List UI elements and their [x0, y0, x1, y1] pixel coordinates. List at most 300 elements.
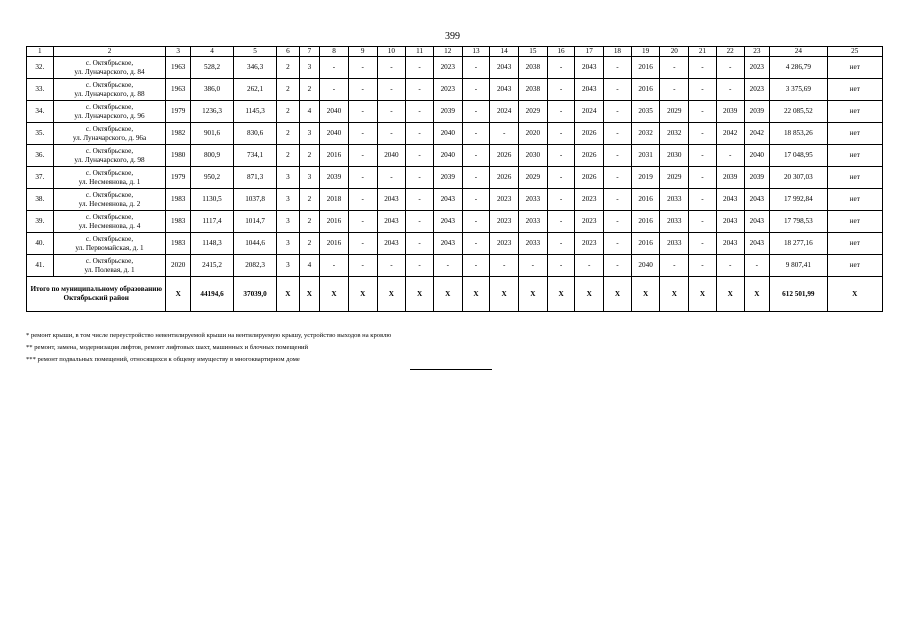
cell-col-6: 3 — [277, 211, 300, 233]
cell-col-9: - — [348, 123, 377, 145]
cell-col-23: 2039 — [744, 101, 770, 123]
table-row — [27, 211, 883, 233]
column-header: 15 — [519, 47, 548, 57]
cell-col-12: 2040 — [433, 123, 462, 145]
cell-col-12: - — [433, 255, 462, 277]
cell-col-19: 2031 — [631, 145, 660, 167]
cell-col-11: - — [406, 79, 434, 101]
cell-col-6: 2 — [277, 57, 300, 79]
cell-col-21: - — [689, 101, 717, 123]
cell-col-12: 2023 — [433, 57, 462, 79]
cell-col-24: 4 286,79 — [770, 57, 827, 79]
cell-col-14: 2023 — [490, 233, 519, 255]
cell-col-18: - — [604, 79, 632, 101]
cell-col-8: - — [320, 57, 349, 79]
address-street: ул. Луначарского, д. 98 — [74, 155, 145, 164]
cell-col-11: - — [406, 145, 434, 167]
cell-col-5: 734,1 — [234, 145, 277, 167]
cell-col-25: нет — [827, 167, 882, 189]
table-row — [27, 167, 883, 189]
column-header: 4 — [191, 47, 234, 57]
cell-col-3: 2020 — [166, 255, 191, 277]
cell-col-22: 2042 — [716, 123, 744, 145]
cell-col-25: нет — [827, 79, 882, 101]
address-cell — [53, 167, 166, 189]
table-row — [27, 255, 883, 277]
table-row — [27, 233, 883, 255]
cell-col-8: 2018 — [320, 189, 349, 211]
column-header: 13 — [462, 47, 490, 57]
cell-col-6: 2 — [277, 123, 300, 145]
cell-col-12: 2040 — [433, 145, 462, 167]
cell-col-19: 2035 — [631, 101, 660, 123]
cell-col-24: 20 307,03 — [770, 167, 827, 189]
cell-col-7: 2 — [299, 79, 320, 101]
cell-col-8: 2040 — [320, 101, 349, 123]
table-row — [27, 57, 883, 79]
cell-col-9: - — [348, 145, 377, 167]
cell-col-6: 3 — [277, 189, 300, 211]
cell-col-4: 528,2 — [191, 57, 234, 79]
cell-col-10: 2043 — [377, 233, 406, 255]
cell-col-6: 2 — [277, 145, 300, 167]
cell-col-8: 2039 — [320, 167, 349, 189]
cell-col-5: 830,6 — [234, 123, 277, 145]
column-header: 19 — [631, 47, 660, 57]
cell-col-21: - — [689, 57, 717, 79]
cell-col-10: - — [377, 123, 406, 145]
cell-col-14: 2023 — [490, 211, 519, 233]
address-cell — [53, 123, 166, 145]
column-header: 21 — [689, 47, 717, 57]
cell-col-4: 1236,3 — [191, 101, 234, 123]
cell-col-18: - — [604, 233, 632, 255]
cell-col-3: 1980 — [166, 145, 191, 167]
cell-col-10: - — [377, 167, 406, 189]
cell-col-11: - — [406, 255, 434, 277]
cell-col-24: 18 853,26 — [770, 123, 827, 145]
total-row — [27, 277, 883, 312]
cell-col-24: 17 992,84 — [770, 189, 827, 211]
address-locality: с. Октябрьское, — [85, 59, 134, 68]
address-locality: с. Октябрьское, — [85, 257, 134, 266]
cell-col-25: нет — [827, 255, 882, 277]
cell-col-23: 2043 — [744, 211, 770, 233]
cell-col-13: - — [462, 101, 490, 123]
cell-col-5: 871,3 — [234, 167, 277, 189]
table-row — [27, 79, 883, 101]
cell-col-21: - — [689, 79, 717, 101]
cell-col-19: 2016 — [631, 211, 660, 233]
cell-col-7: 3 — [299, 167, 320, 189]
cell-col-7: 4 — [299, 101, 320, 123]
cell-col-15: 2029 — [519, 167, 548, 189]
cell-col-10: 2040 — [377, 145, 406, 167]
cell-col-13: - — [462, 167, 490, 189]
cell-col-7: 3 — [299, 57, 320, 79]
cell-col-11: - — [406, 57, 434, 79]
total-cell-col-4: 44194,6 — [191, 277, 234, 312]
cell-col-23: 2043 — [744, 233, 770, 255]
cell-col-25: нет — [827, 57, 882, 79]
row-number: 34. — [27, 101, 54, 123]
column-header: 8 — [320, 47, 349, 57]
total-cell-col-20: X — [660, 277, 689, 312]
cell-col-15: 2029 — [519, 101, 548, 123]
total-cell-col-13: X — [462, 277, 490, 312]
cell-col-18: - — [604, 57, 632, 79]
cell-col-6: 3 — [277, 233, 300, 255]
cell-col-12: 2023 — [433, 79, 462, 101]
address-locality: с. Октябрьское, — [85, 147, 134, 156]
address-cell — [53, 57, 166, 79]
cell-col-23: 2023 — [744, 57, 770, 79]
cell-col-4: 386,0 — [191, 79, 234, 101]
cell-col-18: - — [604, 145, 632, 167]
total-cell-col-12: X — [433, 277, 462, 312]
cell-col-20: 2033 — [660, 233, 689, 255]
table-row — [27, 145, 883, 167]
cell-col-22: - — [716, 255, 744, 277]
cell-col-16: - — [547, 79, 575, 101]
cell-col-21: - — [689, 255, 717, 277]
cell-col-23: - — [744, 255, 770, 277]
cell-col-23: 2040 — [744, 145, 770, 167]
cell-col-6: 3 — [277, 167, 300, 189]
column-header: 24 — [770, 47, 827, 57]
address-locality: с. Октябрьское, — [85, 103, 134, 112]
cell-col-21: - — [689, 167, 717, 189]
total-cell-col-16: X — [547, 277, 575, 312]
cell-col-15: 2030 — [519, 145, 548, 167]
cell-col-23: 2043 — [744, 189, 770, 211]
cell-col-8: 2016 — [320, 211, 349, 233]
address-cell — [53, 255, 166, 277]
total-cell-col-10: X — [377, 277, 406, 312]
cell-col-7: 2 — [299, 233, 320, 255]
cell-col-13: - — [462, 123, 490, 145]
cell-col-9: - — [348, 57, 377, 79]
table-row — [27, 189, 883, 211]
cell-col-7: 2 — [299, 145, 320, 167]
cell-col-10: - — [377, 101, 406, 123]
column-header: 23 — [744, 47, 770, 57]
footnote-roof: * ремонт крыши, в том числе переустройство невентилируемой крыши на вентилируемую крышу, устройство выходов на кровлю — [26, 332, 392, 339]
total-cell-col-17: X — [575, 277, 604, 312]
address-locality: с. Октябрьское, — [85, 191, 134, 200]
separator-line — [410, 369, 492, 370]
cell-col-16: - — [547, 57, 575, 79]
total-cell-col-23: X — [744, 277, 770, 312]
cell-col-7: 3 — [299, 123, 320, 145]
total-cell-col-7: X — [299, 277, 320, 312]
cell-col-19: 2032 — [631, 123, 660, 145]
cell-col-5: 1037,8 — [234, 189, 277, 211]
cell-col-12: 2039 — [433, 167, 462, 189]
cell-col-19: 2016 — [631, 233, 660, 255]
cell-col-15: 2038 — [519, 79, 548, 101]
total-cell-col-24: 612 501,99 — [770, 277, 827, 312]
cell-col-21: - — [689, 189, 717, 211]
cell-col-17: - — [575, 255, 604, 277]
total-cell-col-21: X — [689, 277, 717, 312]
cell-col-19: 2019 — [631, 167, 660, 189]
cell-col-21: - — [689, 233, 717, 255]
cell-col-3: 1963 — [166, 79, 191, 101]
column-header: 5 — [234, 47, 277, 57]
cell-col-20: 2030 — [660, 145, 689, 167]
cell-col-23: 2039 — [744, 167, 770, 189]
total-cell-col-22: X — [716, 277, 744, 312]
cell-col-10: - — [377, 57, 406, 79]
total-cell-col-8: X — [320, 277, 349, 312]
cell-col-24: 22 085,52 — [770, 101, 827, 123]
cell-col-4: 1148,3 — [191, 233, 234, 255]
cell-col-20: - — [660, 79, 689, 101]
cell-col-9: - — [348, 211, 377, 233]
cell-col-10: - — [377, 79, 406, 101]
cell-col-16: - — [547, 189, 575, 211]
cell-col-24: 17 798,53 — [770, 211, 827, 233]
cell-col-10: 2043 — [377, 211, 406, 233]
total-cell-col-19: X — [631, 277, 660, 312]
cell-col-12: 2043 — [433, 233, 462, 255]
cell-col-16: - — [547, 167, 575, 189]
cell-col-25: нет — [827, 211, 882, 233]
cell-col-17: 2043 — [575, 57, 604, 79]
cell-col-14: 2043 — [490, 79, 519, 101]
cell-col-9: - — [348, 101, 377, 123]
cell-col-22: 2043 — [716, 233, 744, 255]
cell-col-16: - — [547, 123, 575, 145]
cell-col-13: - — [462, 233, 490, 255]
cell-col-18: - — [604, 123, 632, 145]
address-street: ул. Луначарского, д. 96а — [72, 133, 147, 142]
row-number: 37. — [27, 167, 54, 189]
cell-col-13: - — [462, 189, 490, 211]
row-number: 33. — [27, 79, 54, 101]
address-locality: с. Октябрьское, — [85, 213, 134, 222]
total-label: Итого по муниципальному образованию Октябрьский район — [27, 277, 166, 312]
cell-col-19: 2040 — [631, 255, 660, 277]
footnote-basement: *** ремонт подвальных помещений, относящихся к общему имуществу в многоквартирном доме — [26, 356, 300, 363]
row-number: 36. — [27, 145, 54, 167]
cell-col-23: 2042 — [744, 123, 770, 145]
total-cell-col-14: X — [490, 277, 519, 312]
column-header: 12 — [433, 47, 462, 57]
cell-col-14: 2023 — [490, 189, 519, 211]
column-header: 16 — [547, 47, 575, 57]
cell-col-19: 2016 — [631, 189, 660, 211]
cell-col-15: - — [519, 255, 548, 277]
cell-col-17: 2023 — [575, 211, 604, 233]
cell-col-24: 9 807,41 — [770, 255, 827, 277]
column-header: 6 — [277, 47, 300, 57]
cell-col-21: - — [689, 145, 717, 167]
cell-col-8: 2016 — [320, 233, 349, 255]
address-street: ул. Несмеянова, д. 4 — [78, 221, 141, 230]
cell-col-3: 1983 — [166, 189, 191, 211]
address-locality: с. Октябрьское, — [85, 169, 134, 178]
cell-col-3: 1982 — [166, 123, 191, 145]
address-street: ул. Несмеянова, д. 2 — [78, 199, 141, 208]
cell-col-11: - — [406, 189, 434, 211]
column-header: 17 — [575, 47, 604, 57]
cell-col-7: 2 — [299, 189, 320, 211]
address-street: ул. Первомайская, д. 1 — [75, 243, 144, 252]
cell-col-25: нет — [827, 233, 882, 255]
cell-col-5: 346,3 — [234, 57, 277, 79]
column-header: 3 — [166, 47, 191, 57]
address-street: ул. Луначарского, д. 88 — [74, 89, 145, 98]
cell-col-3: 1983 — [166, 211, 191, 233]
cell-col-9: - — [348, 79, 377, 101]
address-cell — [53, 145, 166, 167]
cell-col-16: - — [547, 255, 575, 277]
column-header: 14 — [490, 47, 519, 57]
cell-col-10: 2043 — [377, 189, 406, 211]
cell-col-13: - — [462, 79, 490, 101]
total-cell-col-15: X — [519, 277, 548, 312]
column-header: 10 — [377, 47, 406, 57]
cell-col-23: 2023 — [744, 79, 770, 101]
cell-col-15: 2020 — [519, 123, 548, 145]
table-row — [27, 123, 883, 145]
total-cell-col-11: X — [406, 277, 434, 312]
address-locality: с. Октябрьское, — [85, 125, 134, 134]
cell-col-20: - — [660, 57, 689, 79]
cell-col-17: 2043 — [575, 79, 604, 101]
cell-col-20: 2033 — [660, 211, 689, 233]
cell-col-3: 1983 — [166, 233, 191, 255]
cell-col-5: 1145,3 — [234, 101, 277, 123]
total-cell-col-5: 37039,0 — [234, 277, 277, 312]
column-header: 18 — [604, 47, 632, 57]
address-locality: с. Октябрьское, — [85, 235, 134, 244]
cell-col-14: 2043 — [490, 57, 519, 79]
cell-col-3: 1979 — [166, 101, 191, 123]
address-street: ул. Луначарского, д. 96 — [74, 111, 145, 120]
cell-col-6: 3 — [277, 255, 300, 277]
repair-schedule-table — [26, 46, 883, 312]
address-cell — [53, 189, 166, 211]
row-number: 32. — [27, 57, 54, 79]
cell-col-11: - — [406, 233, 434, 255]
cell-col-24: 18 277,16 — [770, 233, 827, 255]
cell-col-20: - — [660, 255, 689, 277]
cell-col-18: - — [604, 101, 632, 123]
column-header: 20 — [660, 47, 689, 57]
cell-col-21: - — [689, 211, 717, 233]
address-cell — [53, 101, 166, 123]
cell-col-8: 2016 — [320, 145, 349, 167]
cell-col-25: нет — [827, 145, 882, 167]
column-number-row — [27, 47, 883, 57]
total-cell-col-6: X — [277, 277, 300, 312]
cell-col-11: - — [406, 101, 434, 123]
address-cell — [53, 79, 166, 101]
cell-col-17: 2026 — [575, 123, 604, 145]
cell-col-5: 2082,3 — [234, 255, 277, 277]
address-street: ул. Несмеянова, д. 1 — [78, 177, 141, 186]
cell-col-21: - — [689, 123, 717, 145]
total-cell-col-25: X — [827, 277, 882, 312]
cell-col-4: 1130,5 — [191, 189, 234, 211]
cell-col-17: 2026 — [575, 167, 604, 189]
cell-col-16: - — [547, 101, 575, 123]
cell-col-11: - — [406, 167, 434, 189]
cell-col-20: 2029 — [660, 101, 689, 123]
cell-col-22: 2039 — [716, 167, 744, 189]
total-cell-col-18: X — [604, 277, 632, 312]
cell-col-13: - — [462, 211, 490, 233]
row-number: 35. — [27, 123, 54, 145]
cell-col-13: - — [462, 57, 490, 79]
cell-col-20: 2032 — [660, 123, 689, 145]
cell-col-4: 901,6 — [191, 123, 234, 145]
cell-col-19: 2016 — [631, 57, 660, 79]
cell-col-24: 3 375,69 — [770, 79, 827, 101]
total-cell-col-9: X — [348, 277, 377, 312]
footnote-elevator: ** ремонт, замена, модернизация лифтов, ремонт лифтовых шахт, машинных и блочных помещений — [26, 344, 309, 351]
address-street: ул. Луначарского, д. 84 — [74, 67, 145, 76]
cell-col-14: 2026 — [490, 167, 519, 189]
cell-col-17: 2024 — [575, 101, 604, 123]
cell-col-14: - — [490, 123, 519, 145]
cell-col-22: - — [716, 145, 744, 167]
cell-col-16: - — [547, 145, 575, 167]
cell-col-16: - — [547, 211, 575, 233]
cell-col-22: - — [716, 57, 744, 79]
column-header: 1 — [27, 47, 54, 57]
cell-col-19: 2016 — [631, 79, 660, 101]
cell-col-10: - — [377, 255, 406, 277]
cell-col-15: 2033 — [519, 211, 548, 233]
column-header: 9 — [348, 47, 377, 57]
cell-col-17: 2026 — [575, 145, 604, 167]
cell-col-14: 2026 — [490, 145, 519, 167]
cell-col-15: 2033 — [519, 189, 548, 211]
column-header: 25 — [827, 47, 882, 57]
cell-col-13: - — [462, 255, 490, 277]
cell-col-6: 2 — [277, 79, 300, 101]
cell-col-9: - — [348, 255, 377, 277]
cell-col-15: 2038 — [519, 57, 548, 79]
cell-col-4: 800,9 — [191, 145, 234, 167]
cell-col-7: 4 — [299, 255, 320, 277]
cell-col-17: 2023 — [575, 189, 604, 211]
cell-col-8: - — [320, 79, 349, 101]
page-number: 399 — [445, 31, 460, 42]
cell-col-9: - — [348, 189, 377, 211]
cell-col-4: 2415,2 — [191, 255, 234, 277]
cell-col-11: - — [406, 123, 434, 145]
footnotes — [26, 330, 391, 366]
cell-col-13: - — [462, 145, 490, 167]
total-cell-col-3: X — [166, 277, 191, 312]
cell-col-6: 2 — [277, 101, 300, 123]
cell-col-20: 2029 — [660, 167, 689, 189]
cell-col-25: нет — [827, 123, 882, 145]
cell-col-14: - — [490, 255, 519, 277]
column-header: 2 — [53, 47, 166, 57]
cell-col-18: - — [604, 167, 632, 189]
cell-col-9: - — [348, 167, 377, 189]
column-header: 7 — [299, 47, 320, 57]
cell-col-11: - — [406, 211, 434, 233]
cell-col-24: 17 048,95 — [770, 145, 827, 167]
cell-col-18: - — [604, 189, 632, 211]
